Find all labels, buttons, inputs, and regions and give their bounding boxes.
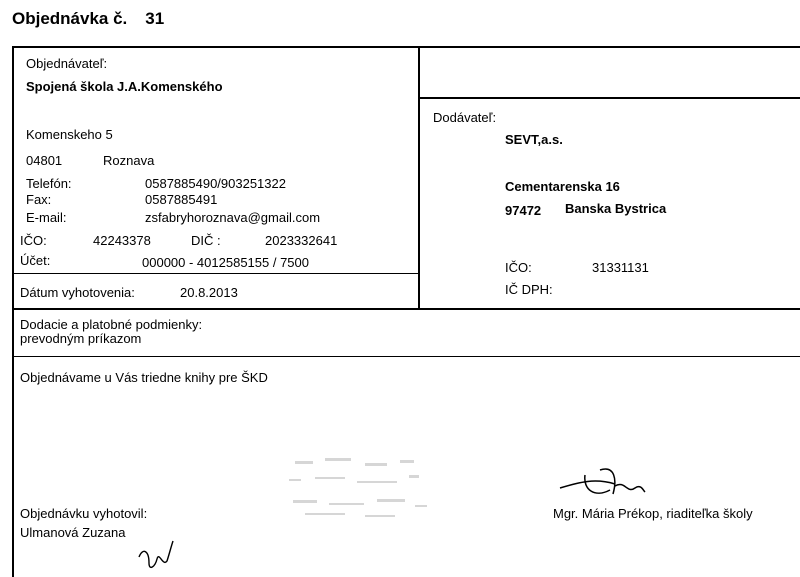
supplier-top-border [418,97,800,99]
orderer-ico-value: 42243378 [93,233,151,248]
orderer-zip: 04801 [26,153,63,168]
director-signature [555,460,665,510]
orderer-ico-label: IČO: [20,233,47,248]
order-title-label: Objednávka č. [12,9,128,28]
frame-left-border [12,46,14,577]
orderer-street: Komenskeho 5 [26,127,113,142]
email-value: zsfabryhoroznava@gmail.com [145,210,321,225]
fax-label: Fax: [26,192,52,207]
supplier-street: Cementarenska 16 [505,179,620,194]
supplier-name: SEVT,a.s. [505,132,563,147]
phone-label: Telefón: [26,176,72,191]
orderer-dic-label: DIČ : [191,233,221,248]
terms-value: prevodným príkazom [20,331,142,346]
phone-value: 0587885490/903251322 [145,176,286,191]
faint-stamp [285,455,445,525]
frame-top-border [12,46,800,48]
account-label: Účet: [20,253,51,268]
supplier-ico-label: IČO: [505,260,532,275]
orderer-name: Spojená škola J.A.Komenského [26,79,223,94]
prepared-by-label: Objednávku vyhotovil: [20,506,148,521]
orderer-right-border [418,46,420,310]
issue-date-value: 20.8.2013 [180,285,238,300]
header-bottom-border [12,308,800,310]
prepared-by-name: Ulmanová Zuzana [20,525,126,540]
issue-date-label: Dátum vyhotovenia: [20,285,135,300]
supplier-ico-value: 31331131 [592,260,649,275]
order-number: 31 [145,9,165,28]
orderer-city: Roznava [103,153,155,168]
order-title [12,9,164,29]
terms-bottom-border [12,356,800,357]
account-value: 000000 - 4012585155 / 7500 [142,255,309,270]
terms-label: Dodacie a platobné podmienky: [20,317,203,332]
orderer-label: Objednávateľ: [26,56,108,71]
preparer-signature [135,537,185,577]
signatory-name: Mgr. Mária Prékop, riaditeľka školy [553,506,753,521]
supplier-icdph-label: IČ DPH: [505,282,553,297]
orderer-dic-value: 2023332641 [265,233,338,248]
date-top-border [12,273,420,274]
supplier-label: Dodávateľ: [433,110,497,125]
order-body-text: Objednávame u Vás triedne knihy pre ŠKD [20,370,268,385]
fax-value: 0587885491 [145,192,218,207]
supplier-zip: 97472 [505,203,542,218]
email-label: E-mail: [26,210,67,225]
supplier-city: Banska Bystrica [565,201,667,216]
